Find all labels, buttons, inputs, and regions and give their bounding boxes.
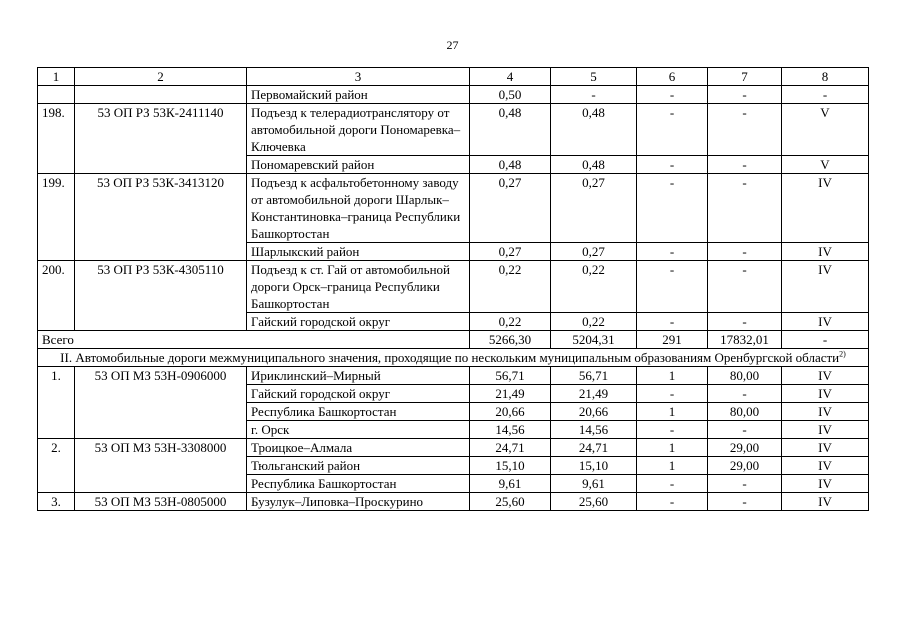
value-cell: 20,66 bbox=[551, 403, 637, 421]
total-row bbox=[38, 331, 869, 349]
column-number: 3 bbox=[247, 68, 470, 86]
roads-table bbox=[37, 67, 869, 511]
column-number: 6 bbox=[637, 68, 708, 86]
footnote-marker: 2) bbox=[839, 349, 846, 359]
value-cell: 14,56 bbox=[470, 421, 551, 439]
value-cell: 0,48 bbox=[551, 156, 637, 174]
value-cell: - bbox=[708, 104, 782, 156]
road-code: 53 ОП РЗ 53К-2411140 bbox=[75, 104, 247, 174]
value-cell: 0,22 bbox=[470, 313, 551, 331]
road-code: 53 ОП РЗ 53К-4305110 bbox=[75, 261, 247, 331]
value-cell: - bbox=[782, 86, 869, 104]
district-cell: Гайский городской округ bbox=[247, 313, 470, 331]
value-cell: 80,00 bbox=[708, 403, 782, 421]
value-cell: 0,48 bbox=[470, 104, 551, 156]
district-cell: Республика Башкортостан bbox=[247, 403, 470, 421]
value-cell: 56,71 bbox=[551, 367, 637, 385]
district-cell: Тюльганский район bbox=[247, 457, 470, 475]
value-cell: IV bbox=[782, 367, 869, 385]
value-cell: 21,49 bbox=[470, 385, 551, 403]
value-cell: 25,60 bbox=[551, 493, 637, 511]
value-cell: 24,71 bbox=[551, 439, 637, 457]
value-cell: IV bbox=[782, 243, 869, 261]
value-cell: - bbox=[708, 174, 782, 243]
row-number: 1. bbox=[38, 367, 75, 439]
table-row bbox=[38, 261, 869, 313]
value-cell: - bbox=[637, 475, 708, 493]
table-row bbox=[38, 174, 869, 243]
road-name: Бузулук–Липовка–Проскурино bbox=[247, 493, 470, 511]
total-value: 17832,01 bbox=[708, 331, 782, 349]
table-row bbox=[38, 86, 869, 104]
value-cell: V bbox=[782, 156, 869, 174]
table-row bbox=[38, 104, 869, 156]
value-cell: 0,27 bbox=[551, 174, 637, 243]
road-name: Подъезд к телерадиотранслятору от автомобильной дороги Пономаревка–Ключевка bbox=[247, 104, 470, 156]
value-cell: 0,48 bbox=[470, 156, 551, 174]
value-cell: 0,22 bbox=[551, 261, 637, 313]
value-cell: 1 bbox=[637, 439, 708, 457]
total-value: - bbox=[782, 331, 869, 349]
road-code: 53 ОП МЗ 53Н-3308000 bbox=[75, 439, 247, 493]
road-name: Подъезд к ст. Гай от автомобильной дороги Орск–граница Республики Башкортостан bbox=[247, 261, 470, 313]
value-cell: - bbox=[637, 86, 708, 104]
total-value: 291 bbox=[637, 331, 708, 349]
value-cell: 15,10 bbox=[470, 457, 551, 475]
district-cell: Первомайский район bbox=[247, 86, 470, 104]
value-cell: 0,22 bbox=[551, 313, 637, 331]
road-code: 53 ОП РЗ 53К-3413120 bbox=[75, 174, 247, 261]
value-cell: - bbox=[637, 385, 708, 403]
value-cell: 1 bbox=[637, 457, 708, 475]
value-cell: IV bbox=[782, 261, 869, 313]
table-row bbox=[38, 367, 869, 385]
value-cell: 9,61 bbox=[551, 475, 637, 493]
row-number: 198. bbox=[38, 104, 75, 174]
column-number: 8 bbox=[782, 68, 869, 86]
value-cell: - bbox=[551, 86, 637, 104]
section-row bbox=[38, 349, 869, 367]
value-cell: V bbox=[782, 104, 869, 156]
value-cell: 0,48 bbox=[551, 104, 637, 156]
value-cell: - bbox=[708, 86, 782, 104]
value-cell: IV bbox=[782, 475, 869, 493]
value-cell: - bbox=[708, 493, 782, 511]
value-cell: IV bbox=[782, 439, 869, 457]
value-cell: 15,10 bbox=[551, 457, 637, 475]
value-cell: 0,22 bbox=[470, 261, 551, 313]
value-cell: - bbox=[637, 313, 708, 331]
column-number: 5 bbox=[551, 68, 637, 86]
value-cell: - bbox=[708, 261, 782, 313]
row-number: 200. bbox=[38, 261, 75, 331]
value-cell: - bbox=[708, 243, 782, 261]
value-cell: 29,00 bbox=[708, 457, 782, 475]
value-cell: 29,00 bbox=[708, 439, 782, 457]
value-cell: - bbox=[708, 421, 782, 439]
district-cell: Гайский городской округ bbox=[247, 385, 470, 403]
empty-cell bbox=[38, 86, 75, 104]
value-cell: - bbox=[637, 104, 708, 156]
road-code: 53 ОП МЗ 53Н-0906000 bbox=[75, 367, 247, 439]
section-title: II. Автомобильные дороги межмуниципального значения, проходящие по нескольким муниципальным образованиям Оренбургской области bbox=[60, 350, 840, 365]
value-cell: 0,27 bbox=[470, 243, 551, 261]
value-cell: IV bbox=[782, 421, 869, 439]
column-number: 4 bbox=[470, 68, 551, 86]
district-cell: г. Орск bbox=[247, 421, 470, 439]
row-number: 199. bbox=[38, 174, 75, 261]
value-cell: - bbox=[637, 243, 708, 261]
value-cell: IV bbox=[782, 174, 869, 243]
value-cell: 0,27 bbox=[470, 174, 551, 243]
column-number: 1 bbox=[38, 68, 75, 86]
road-code: 53 ОП МЗ 53Н-0805000 bbox=[75, 493, 247, 511]
value-cell: - bbox=[708, 475, 782, 493]
district-cell: Республика Башкортостан bbox=[247, 475, 470, 493]
row-number: 2. bbox=[38, 439, 75, 493]
district-cell: Пономаревский район bbox=[247, 156, 470, 174]
table-row bbox=[38, 439, 869, 457]
value-cell: - bbox=[637, 261, 708, 313]
value-cell: - bbox=[708, 156, 782, 174]
value-cell: - bbox=[637, 156, 708, 174]
value-cell: IV bbox=[782, 457, 869, 475]
value-cell: 1 bbox=[637, 403, 708, 421]
total-label: Всего bbox=[38, 331, 470, 349]
road-name: Ириклинский–Мирный bbox=[247, 367, 470, 385]
value-cell: - bbox=[637, 174, 708, 243]
district-cell: Шарлыкский район bbox=[247, 243, 470, 261]
value-cell: IV bbox=[782, 493, 869, 511]
column-number: 2 bbox=[75, 68, 247, 86]
total-value: 5266,30 bbox=[470, 331, 551, 349]
total-value: 5204,31 bbox=[551, 331, 637, 349]
row-number: 3. bbox=[38, 493, 75, 511]
value-cell: IV bbox=[782, 313, 869, 331]
road-name: Троицкое–Алмала bbox=[247, 439, 470, 457]
value-cell: 9,61 bbox=[470, 475, 551, 493]
value-cell: 0,50 bbox=[470, 86, 551, 104]
value-cell: - bbox=[708, 385, 782, 403]
value-cell: 1 bbox=[637, 367, 708, 385]
value-cell: - bbox=[637, 493, 708, 511]
value-cell: 80,00 bbox=[708, 367, 782, 385]
empty-cell bbox=[75, 86, 247, 104]
value-cell: - bbox=[637, 421, 708, 439]
page-number: 27 bbox=[446, 38, 459, 52]
value-cell: 14,56 bbox=[551, 421, 637, 439]
table-row bbox=[38, 493, 869, 511]
value-cell: IV bbox=[782, 385, 869, 403]
value-cell: 0,27 bbox=[551, 243, 637, 261]
value-cell: IV bbox=[782, 403, 869, 421]
column-number-row bbox=[38, 68, 869, 86]
value-cell: 56,71 bbox=[470, 367, 551, 385]
column-number: 7 bbox=[708, 68, 782, 86]
value-cell: 25,60 bbox=[470, 493, 551, 511]
value-cell: 20,66 bbox=[470, 403, 551, 421]
section-heading bbox=[38, 349, 869, 367]
value-cell: - bbox=[708, 313, 782, 331]
value-cell: 24,71 bbox=[470, 439, 551, 457]
value-cell: 21,49 bbox=[551, 385, 637, 403]
road-name: Подъезд к асфальтобетонному заводу от автомобильной дороги Шарлык–Константиновка–граница Республики Башкортостан bbox=[247, 174, 470, 243]
